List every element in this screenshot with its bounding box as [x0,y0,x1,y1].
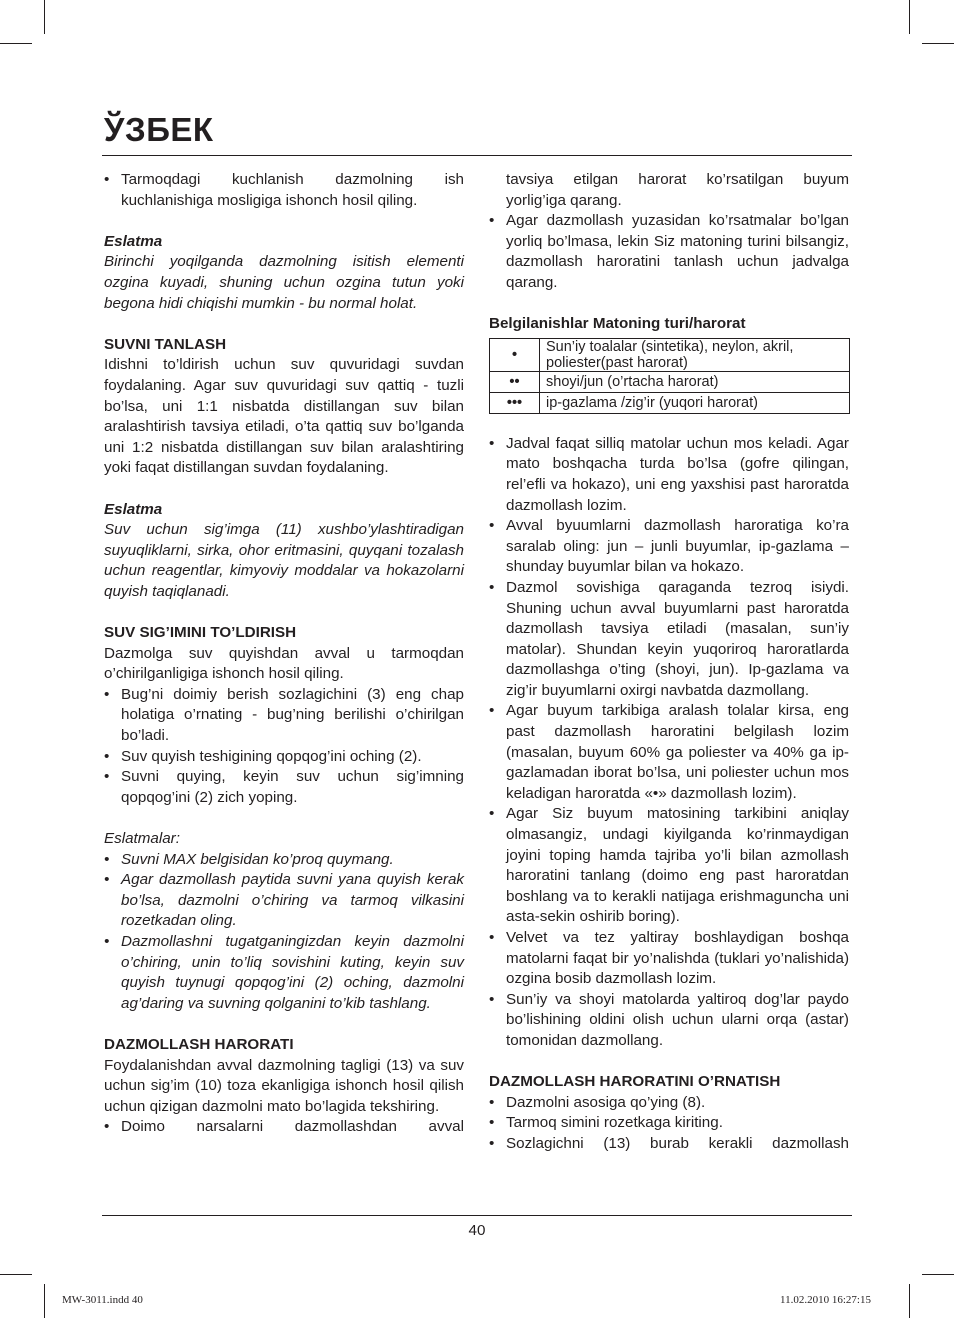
table-cell-mark: ••• [490,392,540,413]
label-bullet-list [489,211,849,293]
table-row [490,338,850,371]
page-title: ЎЗБЕК [104,111,214,148]
fill-paragraph: Dazmolga suv quyishdan avval u tarmoqdan o’chirilganligiga ishonch hosil qiling. [104,644,464,683]
crop-mark [44,1284,45,1318]
date-slug: 11.02.2010 16:27:15 [780,1294,871,1306]
list-item: • Doimo narsalarni dazmollashdan avval [104,1118,464,1136]
note-title: Eslatma [104,500,163,518]
page-number: 40 [468,1222,486,1239]
table-cell-fabric: ip-gazlama /zig’ir (yuqori harorat) [540,392,850,413]
list-item: • Dazmol sovishiga qaraganda tezroq isiydi. Shuning uchun avval buyumlarni past haroratda dazmollash tavsiya etiladi (masalan, sun’iy matolar). Shundan keyin yuqoriroq haroratlarda dazmollashga o’ting (shoyi, jun). Ip-gazlama va zig’ir buyumlarni oxirgi navbatda dazmollang. [489,578,849,699]
list-item: • Bug’ni doimiy berish sozlagichini (3) eng chap holatiga o’rnating - bug’ning berilishi o’chirilgan bo’ladi. [104,685,464,745]
list-item: • Agar Siz buyum matosining tarkibini aniqlay olmasangiz, undagi kiyilganda ko’rinmaydigan joyini toping hamda tajriba yo’li bilan azmollash haroratini tanlang (doimo eng past haroratdan boshlang va to kerakli natijaga erishmaguncha uni asta-sekin oshirib boring). [489,805,849,926]
list-item: • Sozlagichni (13) burab kerakli dazmollash [489,1134,849,1152]
temperature-paragraph: Foydalanishdan avval dazmolning tagligi (13) va suv uchun sig’im (10) toza ekanligiga ishonch hosil qilish uchun qizigan dazmolni mato bo’lagida tekshiring. [104,1056,464,1115]
right-column [489,170,849,1155]
table-row [490,371,850,392]
list-item: • Tarmoqdagi kuchlanish dazmolning ish kuchlanishiga mosligiga ishonch hosil qiling. [104,171,464,209]
list-item: • Tarmoq simini rozetkaga kiriting. [489,1114,723,1132]
voltage-bullet-list [104,170,464,211]
water-paragraph: Idishni to’ldirish uchun suv quvuridagi suvdan foydalaning. Agar suv quvuridagi suv qattiq - tuzli bo’lsa, uni 1:1 nisbatda distillangan suv bilan aralashtirish tavsiya etiladi, o’ta qattiq suv bo’lganda uni 1:2 nisbatda distillangan suv bilan aralashtiring yoki faqat distillangan suvdan foydalaning. [104,356,464,477]
table-heading: Belgilanishlar Matoning turi/harorat [489,315,746,333]
crop-mark [0,43,32,44]
left-column [104,170,464,1138]
setting-bullet-list [489,1093,849,1155]
crop-mark [0,1274,32,1275]
temperature-bullet-list [104,1117,464,1138]
temperature-table [489,338,850,414]
notes-bullet-list [104,850,464,1015]
crop-mark [922,43,954,44]
list-item: • Suvni quying, keyin suv uchun sig’imning qopqog’ini (2) zich yoping. [104,768,464,806]
crop-mark [909,1284,910,1318]
table-cell-mark: • [490,338,540,371]
continued-text: tavsiya etilgan harorat ko’rsatilgan buyum yorlig’iga qarang. [506,171,849,209]
table-cell-fabric: Sun’iy toalalar (sintetika), neylon, akril, poliester(past harorat) [540,338,850,371]
list-item: • Jadval faqat silliq matolar uchun mos keladi. Agar mato boshqacha turda bo’lsa (gofre qilingan, rel’efli va hokazo), uni eng yaxshisi past haroratda dazmollash lozim. [489,434,849,514]
list-item: • Agar buyum tarkibiga aralash tolalar kirsa, eng past dazmollash haroratini belgilash lozim (masalan, buyum 60% ga poliester va 40% ga ip-gazlamadan iborat bo’lsa, uni poliester uchun mos keladigan haroratda «•» dazmollash lozim). [489,702,849,802]
list-item: • Suvni MAX belgisidan ko’proq quymang. [104,850,394,868]
section-heading-water: SUVNI TANLASH [104,335,227,353]
crop-mark [44,0,45,34]
table-cell-mark: •• [490,371,540,392]
note-title: Eslatma [104,232,163,250]
notes-title: Eslatmalar: [104,830,180,847]
fill-bullet-list [104,685,464,809]
section-heading-fill: SUV SIG’IMINI TO’LDIRISH [104,624,297,642]
crop-mark [922,1274,954,1275]
list-item: • Dazmolni asosiga qo’ying (8). [489,1093,706,1111]
list-item: • Dazmollashni tugatganingizdan keyin dazmolni o’chiring, unin to’liq sovishini kuting, keyin suv quyish tuynugi qopqog’ini (2) oching, dazmolni ag’daring va suvning qolganini to’kib tashlang. [104,932,464,1012]
table-cell-fabric: shoyi/jun (o’rtacha harorat) [540,371,850,392]
list-item: • Suv quyish teshigining qopqog’ini oching (2). [104,747,422,765]
footer-rule [102,1215,852,1216]
note-text: Birinchi yoqilganda dazmolning isitish elementi ozgina kuyadi, shuning uchun ozgina tutun yoki begona hidi chiqishi mumkin - bu normal holat. [104,253,464,312]
list-item: • Agar dazmollash yuzasidan ko’rsatmalar bo’lgan yorliq bo’lmasa, lekin Siz matoning turini bilsangiz, dazmollash haroratini tanlash uchun jadvalga qarang. [489,212,849,291]
header-rule [102,155,852,156]
file-slug: MW-3011.indd 40 [62,1294,143,1306]
list-item: • Sun’iy va shoyi matolarda yaltiroq dog’lar paydo bo’lishining oldini olish uchun ularni orqa (astar) tomonidan dazmollang. [489,990,849,1049]
list-item: • Agar dazmollash paytida suvni yana quyish kerak bo’lsa, dazmolni o’chiring va tarmoq vilkasini rozetkadan oling. [104,871,464,930]
table-row [490,392,850,413]
section-heading-temperature: DAZMOLLASH HARORATI [104,1035,294,1053]
tips-bullet-list [489,434,849,1052]
crop-mark [909,0,910,34]
list-item: • Velvet va tez yaltiray boshlaydigan boshqa matolarni faqat bir yo’nalishda (tuklari yo’nalishida) ozgina bosib dazmollash lozim. [489,929,849,988]
note-text: Suv uchun sig’imga (11) xushbo’ylashtiradigan suyuqliklarni, sirka, ohor eritmasini, quyqani tozalash uchun reagentlar, kimyoviy moddalar va hokazolarni quyish taqiqlanadi. [104,521,464,600]
list-item: • Avval byuumlarni dazmollash haroratiga ko’ra saralab oling: jun – junli buyumlar, ip-gazlama – shunday buyumlar bilan va hokazo. [489,517,849,576]
section-heading-setting: DAZMOLLASH HARORATINI O’RNATISH [489,1073,781,1091]
